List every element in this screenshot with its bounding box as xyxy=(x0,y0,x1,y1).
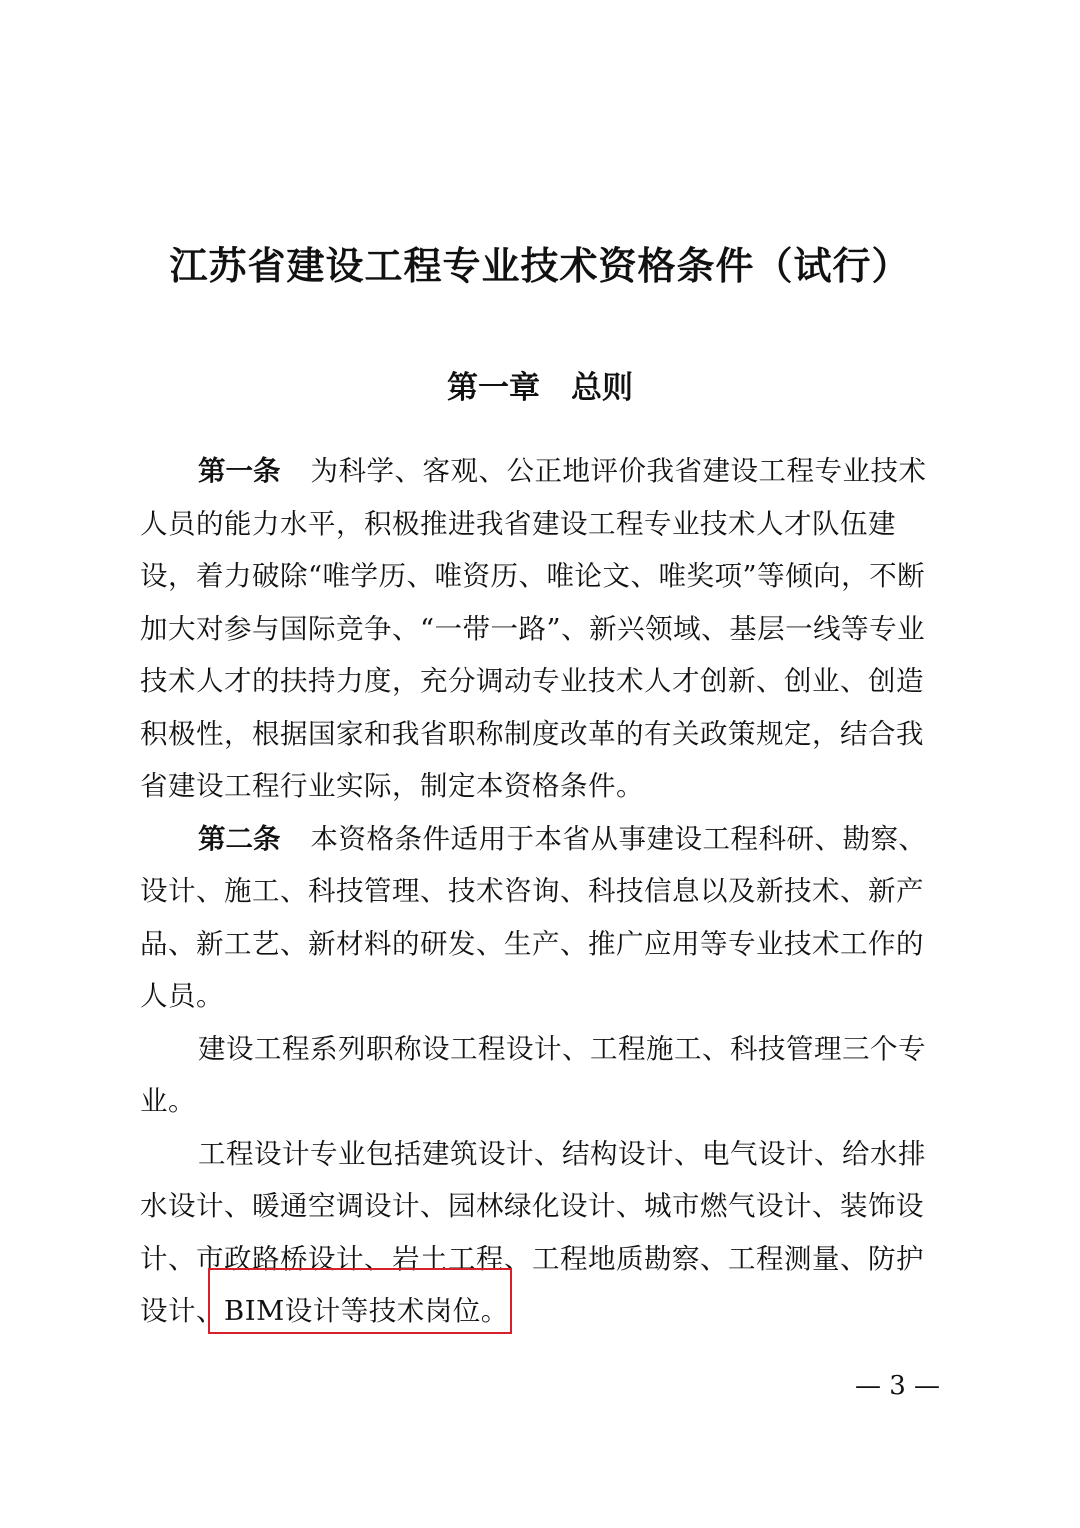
design-line-2: 水设计、暖通空调设计、园林绿化设计、城市燃气设计、装饰设 xyxy=(140,1190,924,1222)
design-paragraph xyxy=(140,1128,940,1338)
article-1-line-3: 设，着力破除“唯学历、唯资历、唯论文、唯奖项”等倾向，不断 xyxy=(140,560,926,592)
article-1-line-7: 省建设工程行业实际，制定本资格条件。 xyxy=(140,770,644,802)
specialties-line-1: 建设工程系列职称设工程设计、工程施工、科技管理三个专 xyxy=(198,1032,926,1065)
article-1-line-4: 加大对参与国际竞争、“一带一路”、新兴领域、基层一线等专业 xyxy=(140,612,926,645)
specialties-paragraph xyxy=(140,1023,940,1128)
article-2-line-2: 设计、施工、科技管理、技术咨询、科技信息以及新技术、新产 xyxy=(140,875,924,907)
article-1-line-5: 技术人才的扶持力度，充分调动专业技术人才创新、创业、创造 xyxy=(140,665,924,697)
article-1-line-1 xyxy=(140,445,940,498)
chapter-title: 第一章 总则 xyxy=(447,370,633,406)
article-2-line-1 xyxy=(140,813,940,866)
bim-highlight xyxy=(224,1285,509,1338)
design-line-4 xyxy=(140,1285,940,1338)
article-2-line-3: 品、新工艺、新材料的研发、生产、推广应用等专业技术工作的 xyxy=(140,927,924,960)
article-1 xyxy=(140,445,940,813)
article-2-text-1: 本资格条件适用于本省从事建设工程科研、勘察、 xyxy=(310,822,927,855)
design-line-4-prefix: 设计、 xyxy=(140,1295,224,1327)
article-1-line-6: 积极性，根据国家和我省职称制度改革的有关政策规定，结合我 xyxy=(140,717,924,750)
document-body xyxy=(140,445,940,1338)
article-1-line-2: 人员的能力水平，积极推进我省建设工程专业技术人才队伍建 xyxy=(140,507,896,540)
document-title: 江苏省建设工程专业技术资格条件（试行） xyxy=(169,244,911,288)
page-number: — 3 — xyxy=(854,1371,941,1401)
specialties-line-2: 业。 xyxy=(140,1085,196,1117)
bim-highlight-text: BIM设计等技术岗位。 xyxy=(224,1295,509,1327)
article-2 xyxy=(140,813,940,1023)
design-line-1: 工程设计专业包括建筑设计、结构设计、电气设计、给水排 xyxy=(198,1137,926,1170)
article-1-number: 第一条 xyxy=(198,455,281,487)
design-line-3: 计、市政路桥设计、岩土工程、工程地质勘察、工程测量、防护 xyxy=(140,1242,924,1275)
article-2-number: 第二条 xyxy=(198,822,281,855)
article-2-line-4: 人员。 xyxy=(140,980,224,1012)
article-1-text-1: 为科学、客观、公正地评价我省建设工程专业技术 xyxy=(310,455,927,487)
